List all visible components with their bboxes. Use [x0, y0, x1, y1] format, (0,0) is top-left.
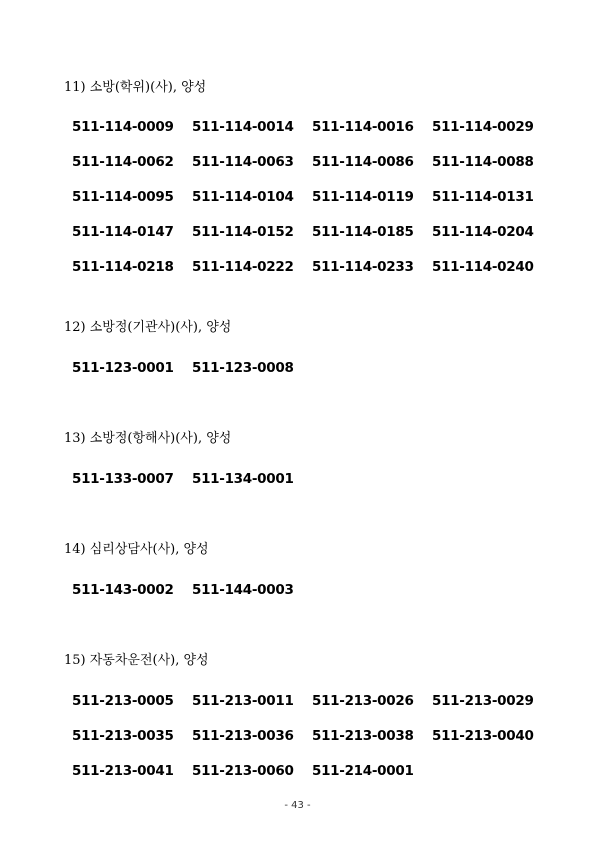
- course-code: 511-213-0035: [72, 727, 174, 744]
- section-heading-11: 11) 소방(학위)(사), 양성: [64, 80, 207, 95]
- code-row: [72, 718, 552, 753]
- course-code: 511-213-0040: [432, 727, 534, 744]
- course-code: 511-213-0026: [312, 692, 414, 709]
- page-number: - 43 -: [284, 800, 311, 811]
- code-row: [72, 683, 552, 718]
- course-code: 511-114-0131: [432, 188, 534, 205]
- section-heading-13: 13) 소방정(항해사)(사), 양성: [64, 431, 232, 446]
- code-grid-11: [72, 109, 552, 284]
- course-code: 511-114-0233: [312, 258, 414, 275]
- code-row: [72, 350, 312, 385]
- code-grid-14: [72, 572, 312, 607]
- course-code: 511-144-0003: [192, 581, 294, 598]
- course-code: 511-114-0009: [72, 118, 174, 135]
- course-code: 511-143-0002: [72, 581, 174, 598]
- course-code: 511-123-0008: [192, 359, 294, 376]
- course-code: 511-213-0060: [192, 762, 294, 779]
- course-code: 511-114-0222: [192, 258, 294, 275]
- section-heading-15: 15) 자동차운전(사), 양성: [64, 653, 209, 668]
- course-code: 511-114-0063: [192, 153, 294, 170]
- course-code: 511-134-0001: [192, 470, 294, 487]
- section-heading-14: 14) 심리상담사(사), 양성: [64, 542, 209, 557]
- code-row: [72, 753, 552, 788]
- course-code: 511-114-0218: [72, 258, 174, 275]
- course-code: 511-133-0007: [72, 470, 174, 487]
- code-row: [72, 461, 312, 496]
- code-row: [72, 214, 552, 249]
- course-code: 511-213-0038: [312, 727, 414, 744]
- course-code: 511-213-0036: [192, 727, 294, 744]
- course-code: 511-123-0001: [72, 359, 174, 376]
- course-code: 511-114-0088: [432, 153, 534, 170]
- course-code: 511-114-0240: [432, 258, 534, 275]
- course-code: 511-114-0095: [72, 188, 174, 205]
- course-code: 511-114-0104: [192, 188, 294, 205]
- course-code: 511-114-0062: [72, 153, 174, 170]
- course-code: 511-114-0029: [432, 118, 534, 135]
- course-code: 511-114-0147: [72, 223, 174, 240]
- course-code: 511-114-0204: [432, 223, 534, 240]
- course-code: 511-114-0014: [192, 118, 294, 135]
- code-grid-12: [72, 350, 312, 385]
- course-code: 511-114-0016: [312, 118, 414, 135]
- code-row: [72, 144, 552, 179]
- course-code: 511-213-0041: [72, 762, 174, 779]
- code-row: [72, 249, 552, 284]
- code-grid-15: [72, 683, 552, 788]
- course-code: 511-114-0119: [312, 188, 414, 205]
- code-row: [72, 572, 312, 607]
- course-code: 511-213-0011: [192, 692, 294, 709]
- course-code: 511-213-0005: [72, 692, 174, 709]
- code-grid-13: [72, 461, 312, 496]
- code-row: [72, 109, 552, 144]
- course-code: 511-213-0029: [432, 692, 534, 709]
- course-code: 511-114-0185: [312, 223, 414, 240]
- code-row: [72, 179, 552, 214]
- section-heading-12: 12) 소방정(기관사)(사), 양성: [64, 320, 232, 335]
- course-code: 511-214-0001: [312, 762, 414, 779]
- course-code: 511-114-0152: [192, 223, 294, 240]
- course-code: 511-114-0086: [312, 153, 414, 170]
